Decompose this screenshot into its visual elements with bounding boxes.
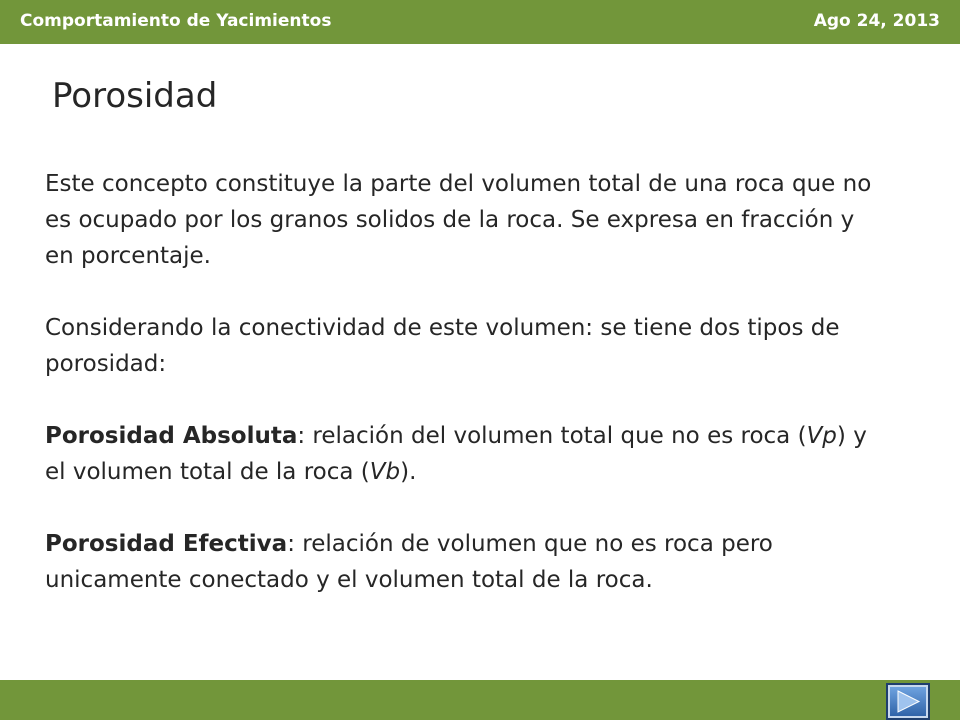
effective-porosity-term: Porosidad Efectiva <box>45 531 288 557</box>
effective-text: : relación de volumen que no es roca pero unicamente conectado y el volumen total de la roca. <box>45 531 773 593</box>
absolute-text-c: ). <box>400 459 417 485</box>
absolute-porosity-paragraph <box>45 418 885 490</box>
next-slide-button[interactable] <box>886 683 930 720</box>
var-vb: Vb <box>369 459 401 485</box>
course-title: Comportamiento de Yacimientos <box>20 11 332 31</box>
effective-porosity-paragraph <box>45 526 885 598</box>
var-vp: Vp <box>806 423 837 449</box>
header-bar <box>0 0 960 44</box>
absolute-text-b: ) y el volumen total de la roca ( <box>45 423 867 485</box>
connectivity-paragraph: Considerando la conectividad de este volumen: se tiene dos tipos de porosidad: <box>45 315 840 377</box>
slide-body <box>45 166 885 598</box>
date-label: Ago 24, 2013 <box>813 11 940 31</box>
footer-bar <box>0 680 960 720</box>
absolute-text-a: : relación del volumen total que no es roca ( <box>297 423 807 449</box>
definition-paragraph: Este concepto constituye la parte del volumen total de una roca que no es ocupado por los granos solidos de la roca. Se expresa en fracción y en porcentaje. <box>45 171 872 269</box>
absolute-porosity-term: Porosidad Absoluta <box>45 423 298 449</box>
slide-title: Porosidad <box>52 76 218 116</box>
play-next-icon <box>886 683 930 720</box>
